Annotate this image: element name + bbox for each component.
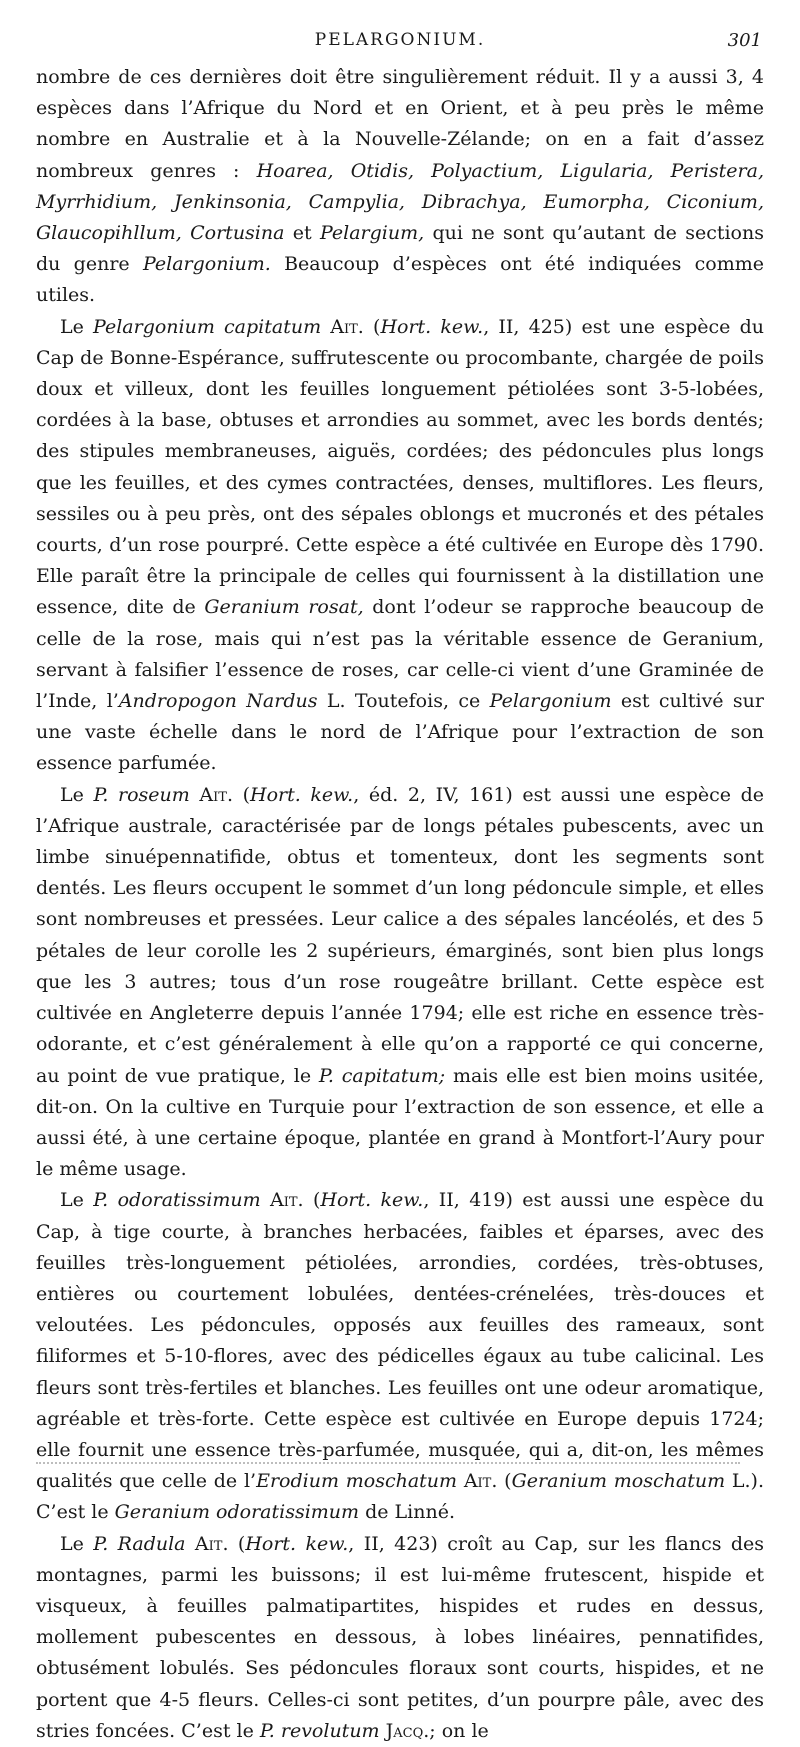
italic-text: Pelargonium.: [142, 253, 271, 276]
text-run: , II, 419) est aussi une espèce du Cap, à tige courte, à branches herbacées, faibles et éparses, avec des feuilles très-longuement pétiolées, arrondies, cordées, très-obtuses, entières ou courtement lobulées, dentées-crénelées, très-douces et veloutées. Les pédoncules, opposés aux feuilles des rameaux, sont filiformes et 5-10-flores, avec des pédicelles égaux au tube calicinal. Les fleurs sont très-fertiles et blanches. Les feuilles ont une odeur aromatique, agréable et très-forte. Cette espèce est cultivée en Europe depuis 1724; elle fournit une essence très-parfumée, musquée, qui a, dit-on, les mêmes qualités que celle de l’: [36, 1189, 764, 1493]
paragraph: [36, 1185, 764, 1528]
text-run: ; on le: [429, 1719, 489, 1742]
author-abbrev: Ait.: [463, 1470, 498, 1493]
italic-text: Hort. kew.: [245, 1532, 349, 1555]
italic-text: Erodium moschatum: [256, 1470, 458, 1493]
author-abbrev: Ait.: [194, 1532, 229, 1555]
italic-text: Hort. kew.: [250, 783, 354, 806]
page-number: 301: [727, 30, 762, 51]
text-run: qui ne sont qu’autant de sections du genre: [36, 222, 764, 276]
paragraph: [36, 312, 764, 780]
italic-text: Geranium rosat,: [204, 596, 364, 619]
italic-text: P. capitatum;: [318, 1064, 446, 1087]
author-abbrev: Ait.: [330, 315, 364, 338]
text-run: (: [363, 315, 381, 338]
text-run: (: [233, 783, 251, 806]
italic-text: P. Radula: [93, 1532, 186, 1555]
text-run: [321, 316, 330, 338]
text-run: (: [303, 1189, 321, 1212]
italic-text: Pelargonium: [489, 690, 612, 713]
text-run: Le: [60, 315, 94, 338]
paragraph: [36, 780, 764, 1186]
running-head: [36, 30, 764, 60]
text-run: est cultivé sur une vaste échelle dans le nord de l’Afrique pour l’extraction de son essence parfumée.: [36, 690, 764, 775]
author-abbrev: Jacq.: [385, 1719, 430, 1742]
text-run: dont l’odeur se rapproche beaucoup de celle de la rose, mais qui n’est pas la véritable essence de Geranium, servant à falsifier l’essence de roses, car celle-ci vient d’une Graminée de l’Inde, l’: [36, 596, 764, 713]
italic-text: Hoarea, Otidis, Polyactium, Ligularia, Peristera, Myrrhidium, Jenkinsonia, Campylia, Dibrachya, Eumorpha, Ciconium, Glaucopihllum, Cortusina: [36, 159, 764, 245]
text-run: de Linné.: [359, 1501, 455, 1524]
text-run: [186, 1533, 195, 1555]
paragraph: [36, 62, 764, 312]
text-run: (: [228, 1532, 246, 1555]
footer-dotted-rule: [36, 1462, 740, 1464]
author-abbrev: Ait.: [270, 1189, 304, 1212]
text-run: Beaucoup d’espèces ont été indiquées comme utiles.: [36, 253, 764, 307]
text-run: [190, 784, 200, 806]
italic-text: P. odoratissimum: [93, 1189, 261, 1212]
text-run: [457, 1470, 464, 1492]
text-run: Le: [60, 1532, 94, 1555]
italic-text: Geranium odoratissimum: [114, 1501, 360, 1524]
text-run: nombre de ces dernières doit être singulièrement réduit. Il y a aussi 3, 4 espèces dans l’Afrique du Nord et en Orient, et à peu près le même nombre en Australie et à la Nouvelle-Zélande; on en a fait d’assez nombreux genres :: [36, 66, 764, 182]
paragraph: [36, 1529, 764, 1747]
italic-text: Hort. kew.: [320, 1189, 424, 1212]
text-run: Le: [60, 1189, 94, 1212]
italic-text: P. roseum: [93, 783, 190, 806]
text-run: , II, 423) croît au Cap, sur les flancs des montagnes, parmi les buissons; il est lui-même frutescent, hispide et visqueux, à feuilles palmatipartites, hispides et rudes en dessus, mollement pubescentes en dessous, à lobes linéaires, pennatifides, obtusément lobulés. Ses pédoncules floraux sont courts, hispides, et ne portent que 4-5 fleurs. Celles-ci sont petites, d’un pourpre pâle, avec des stries foncées. C’est le: [36, 1532, 765, 1742]
author-abbrev: Ait.: [199, 783, 233, 806]
italic-text: Pelargonium capitatum: [93, 315, 322, 338]
text-run: , éd. 2, IV, 161) est aussi une espèce de l’Afrique australe, caractérisée par de longs pétales pubescents, avec un limbe sinuépennatifide, obtus et tomenteux, dont les segments sont dentés. Les fleurs occupent le sommet d’un long pédoncule simple, et elles sont nombreuses et pressées. Leur calice a des sépales lancéolés, et des 5 pétales de leur corolle les 2 supérieurs, émarginés, sont bien plus longs que les 3 autres; tous d’un rose rougeâtre brillant. Cette espèce est cultivée en Angleterre depuis l’année 1794; elle est riche en essence très-odorante, et c’est généralement à elle qu’on a rapporté ce qui concerne, au point de vue pratique, le: [36, 783, 764, 1087]
italic-text: Hort. kew.: [380, 315, 484, 338]
text-run: (: [497, 1470, 512, 1493]
text-run: Le: [60, 783, 94, 806]
text-run: [261, 1189, 270, 1211]
italic-text: Geranium moschatum: [511, 1470, 726, 1493]
text-run: et: [284, 222, 320, 245]
italic-text: P. revolutum: [259, 1719, 380, 1742]
running-title: PELARGONIUM.: [314, 30, 486, 50]
italic-text: Pelargium,: [319, 222, 425, 245]
text-run: , II, 425) est une espèce du Cap de Bonne-Espérance, suffrutescente ou procombante, chargée de poils doux et villeux, dont les feuilles longuement pétiolées sont 3-5-lobées, cordées à la base, obtuses et arrondies au sommet, avec les bords dentés; des stipules membraneuses, aiguës, cordées; des pédoncules plus longs que les feuilles, et des cymes contractées, denses, multiflores. Les fleurs, sessiles ou à peu près, ont des sépales oblongs et mucronés et des pétales courts, d’un rose pourpré. Cette espèce a été cultivée en Europe dès 1790. Elle paraît être la principale de celles qui fournissent à la distillation une essence, dite de: [36, 315, 764, 619]
italic-text: Andropogon Nardus: [118, 690, 318, 713]
text-run: mais elle est bien moins usitée, dit-on. On la cultive en Turquie pour l’extraction de son essence, et elle a aussi été, à une certaine époque, plantée en grand à Montfort-l’Aury pour le même usage.: [36, 1064, 764, 1181]
body-text: [36, 62, 764, 1747]
text-run: L.). C’est le: [36, 1470, 764, 1524]
text-run: L. Toutefois, ce: [317, 690, 490, 713]
